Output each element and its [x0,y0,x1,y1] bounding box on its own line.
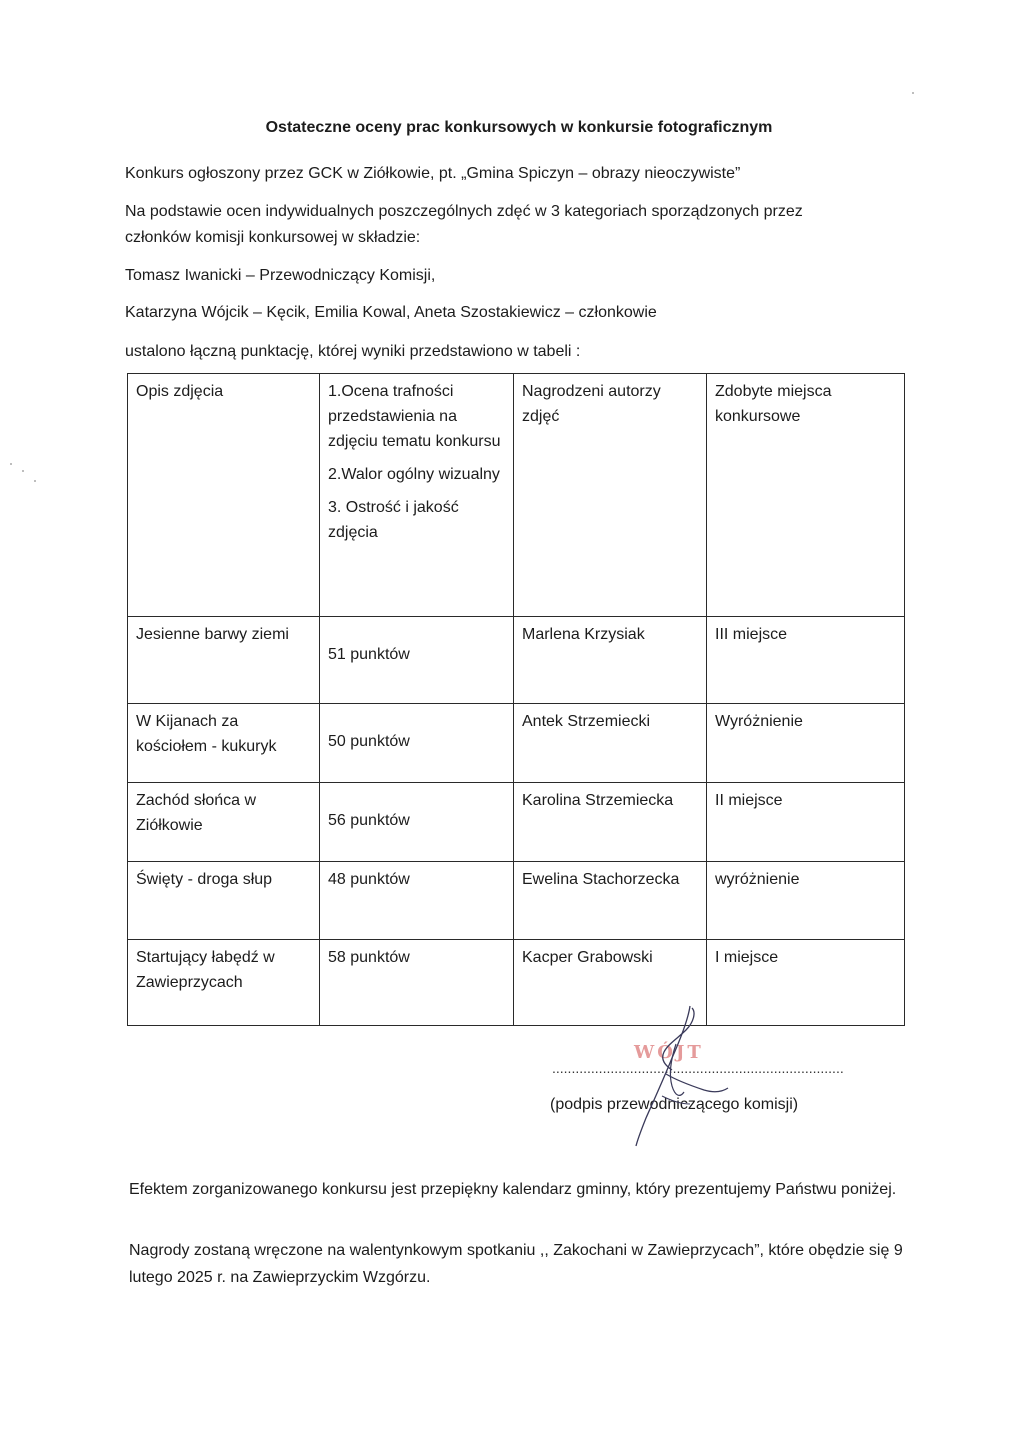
photo-author: Antek Strzemiecki [514,704,707,783]
table-row [128,862,905,940]
table-row [128,783,905,862]
criterion-2: 2.Walor ogólny wizualny [328,466,500,483]
wojt-stamp: WÓJT [634,1042,704,1063]
signature-caption: (podpis przewodniczącego komisji) [550,1096,799,1113]
basis-line-1: Na podstawie ocen indywidualnych poszczególnych zdęć w 3 kategoriach sporządzonych przez [125,203,803,220]
photo-place: I miejsce [707,940,905,1026]
photo-place: Wyróżnienie [707,704,905,783]
photo-author: Karolina Strzemiecka [514,783,707,862]
photo-points: 50 punktów [320,704,514,783]
criterion-3: 3. Ostrość i jakość zdjęcia [328,499,459,541]
photo-author: Ewelina Stachorzecka [514,862,707,940]
scan-speck [22,470,24,472]
photo-author: Marlena Krzysiak [514,617,707,704]
closing-calendar-paragraph: Efektem zorganizowanego konkursu jest przepiękny kalendarz gminny, który prezentujemy Państwu poniżej. [129,1181,897,1198]
photo-description: Zachód słońca w Ziółkowie [128,783,320,862]
committee-members: Katarzyna Wójcik – Kęcik, Emilia Kowal, Aneta Szostakiewicz – członkowie [125,304,657,321]
scan-speck [912,92,914,94]
signature-block [540,1000,844,1150]
photo-description: Święty - droga słup [128,862,320,940]
table-header-row [128,374,905,617]
photo-points: 58 punktów [320,940,514,1026]
photo-points: 48 punktów [320,862,514,940]
header-authors: Nagrodzeni autorzy zdjęć [514,374,707,617]
photo-description: Startujący łabędź w Zawieprzycach [128,940,320,1026]
photo-place: wyróżnienie [707,862,905,940]
table-row [128,617,905,704]
contest-announcement: Konkurs ogłoszony przez GCK w Ziółkowie, pt. „Gmina Spiczyn – obrazy nieoczywiste” [125,165,741,182]
results-table [127,373,905,1026]
header-description: Opis zdjęcia [128,374,320,617]
handwritten-signature [580,1000,780,1150]
document-title: Ostateczne oceny prac konkursowych w konkursie fotograficznym [265,119,773,136]
photo-description: W Kijanach za kościołem - kukuryk [128,704,320,783]
table-intro: ustalono łączną punktację, której wyniki przedstawiono w tabeli : [125,343,581,360]
signature-line: ........................................................................... [552,1060,844,1076]
header-criteria [320,374,514,617]
closing-awards-paragraph: Nagrody zostaną wręczone na walentynkowym spotkaniu ,, Zakochani w Zawieprzycach”, które obędzie się 9 lutego 2025 r. na Zawieprzyckim Wzgórzu. [129,1242,903,1286]
committee-chair: Tomasz Iwanicki – Przewodniczący Komisji, [125,267,436,284]
photo-place: III miejsce [707,617,905,704]
scan-speck [10,463,12,465]
scan-speck [34,480,36,482]
table-row [128,704,905,783]
criterion-1: 1.Ocena trafności przedstawienia na zdjęciu tematu konkursu [328,383,501,450]
photo-description: Jesienne barwy ziemi [128,617,320,704]
photo-points: 51 punktów [320,617,514,704]
photo-points: 56 punktów [320,783,514,862]
header-places: Zdobyte miejsca konkursowe [707,374,905,617]
photo-place: II miejsce [707,783,905,862]
basis-line-2: członków komisji konkursowej w składzie: [125,229,421,246]
photo-author: Kacper Grabowski [514,940,707,1026]
